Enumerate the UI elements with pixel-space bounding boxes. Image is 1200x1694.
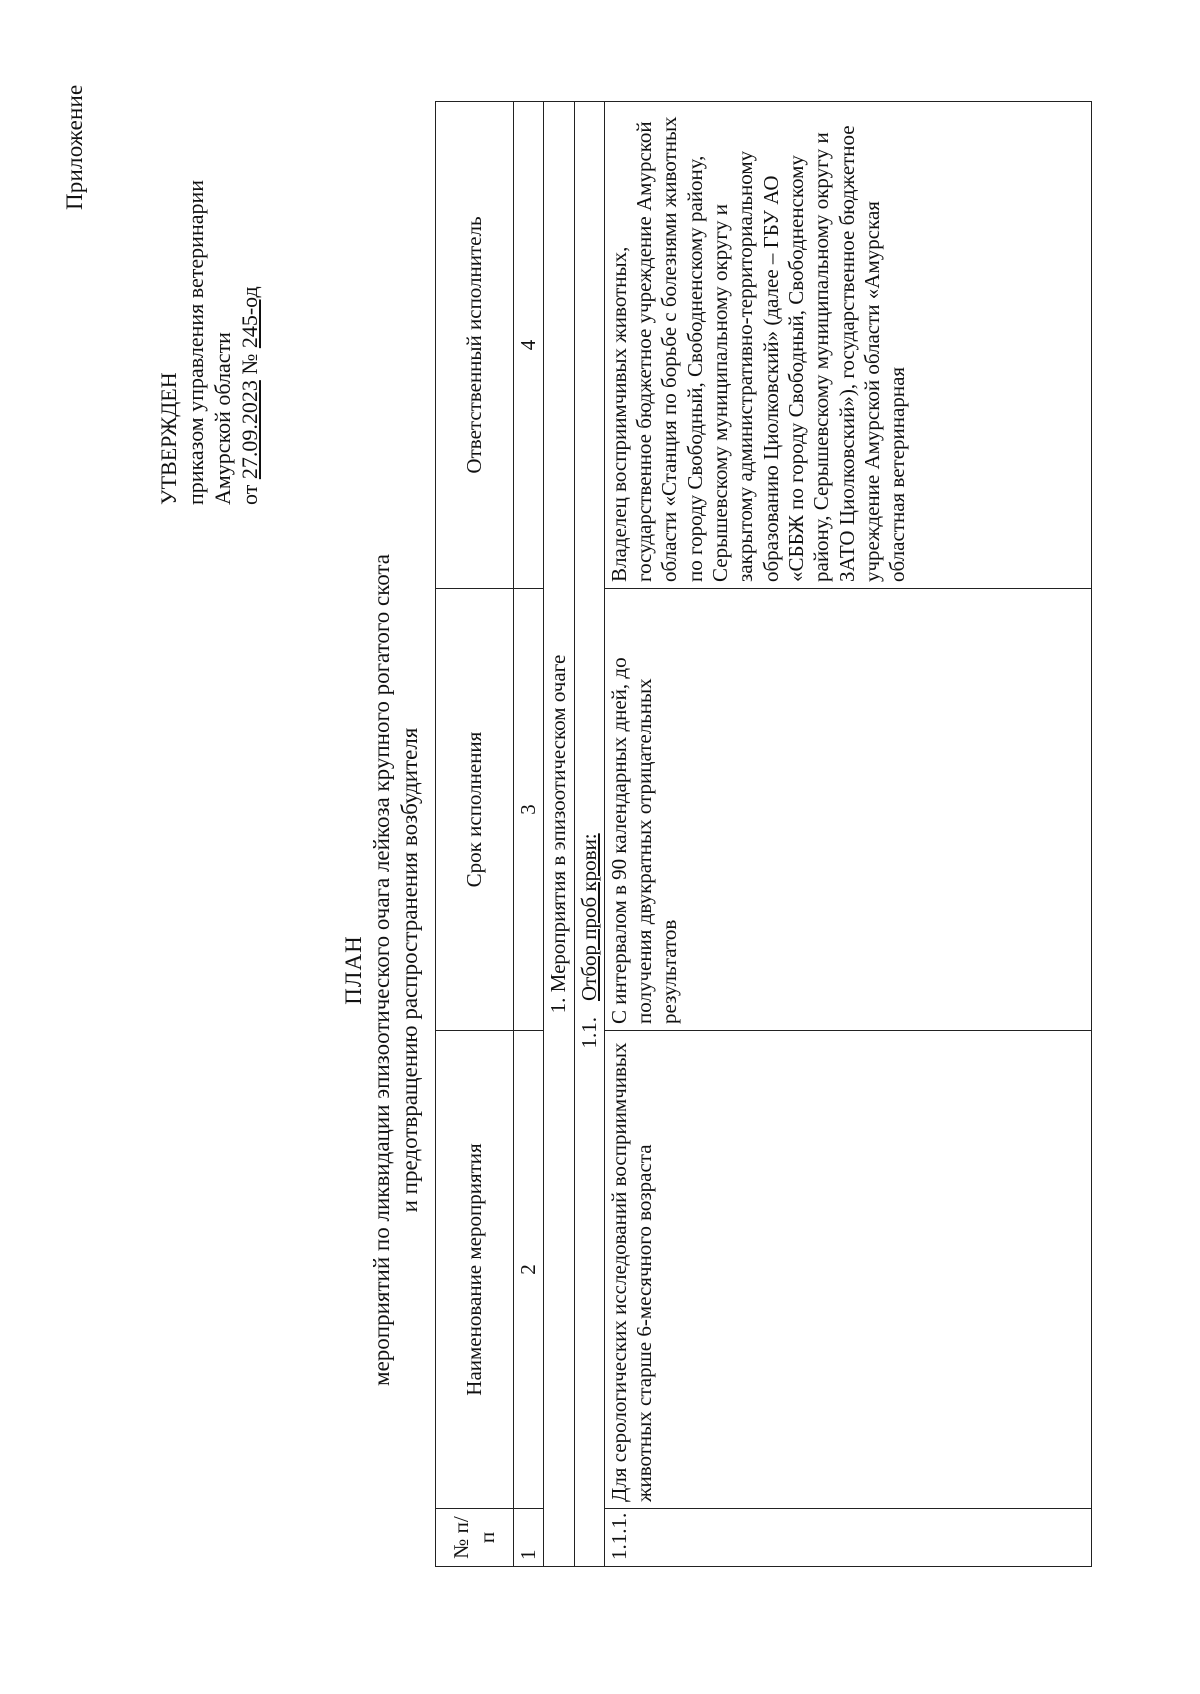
plan-title-main: ПЛАН [341, 935, 366, 1005]
column-number: 4 [514, 102, 544, 589]
appendix-label: Приложение [62, 84, 87, 210]
approval-line-2: приказом управления ветеринарии [183, 179, 208, 505]
table-row [604, 102, 1091, 1567]
plan-title-line-2: и предотвращению распространения возбудителя [397, 727, 422, 1213]
approval-block [155, 75, 263, 505]
row-name: Для серологических исследований восприимчивых животных старше 6-месячного возраста [604, 1031, 1091, 1509]
subsection-number: 1.1. [576, 1017, 601, 1049]
approval-line-3: Амурской области [210, 332, 235, 505]
header-number: № п/п [436, 1509, 514, 1567]
row-term: С интервалом в 90 календарных дней, до получения двукратных отрицательных результатов [604, 589, 1091, 1031]
approval-title: УТВЕРЖДЕН [156, 372, 181, 505]
section-title: 1. Мероприятия в эпизоотическом очаге [544, 102, 574, 1567]
table-header-row [436, 102, 514, 1567]
subsection-row [574, 102, 604, 1567]
approval-number-prefix: № [237, 348, 262, 381]
column-number: 3 [514, 589, 544, 1031]
plan-table [435, 101, 1092, 1567]
header-name: Наименование мероприятия [436, 1031, 514, 1509]
document-sheet [40, 0, 1170, 1690]
subsection-title: Отбор проб крови: [576, 833, 601, 1001]
approval-from-prefix: от [237, 479, 262, 505]
row-number: 1.1.1. [604, 1509, 1091, 1567]
approval-date: 27.09.2023 [237, 380, 262, 480]
plan-title-line-1: мероприятий по ликвидации эпизоотического очага лейкоза крупного рогатого скота [369, 554, 394, 1386]
approval-date-line [236, 75, 263, 505]
column-number: 1 [514, 1509, 544, 1567]
header-term: Срок исполнения [436, 589, 514, 1031]
column-number-row [514, 102, 544, 1567]
column-number: 2 [514, 1031, 544, 1509]
approval-number: 245-од [237, 286, 262, 349]
section-row [544, 102, 574, 1567]
header-responsible: Ответственный исполнитель [436, 102, 514, 589]
plan-title [340, 250, 424, 1690]
row-responsible: Владелец восприимчивых животных, государственное бюджетное учреждение Амурской области «Станция по борьбе с болезнями животных по городу Свободный, Свободненскому району, Серышевскому муниципальному округу и закрытому административно-территориальному образованию Циолковский» (далее – ГБУ АО «СББЖ по городу Свободный, Свободненскому району, Серышевскому муниципальному округу и ЗАТО Циолковский»), государственное бюджетное учреждение Амурской области «Амурская областная ветеринарная [604, 102, 1091, 589]
